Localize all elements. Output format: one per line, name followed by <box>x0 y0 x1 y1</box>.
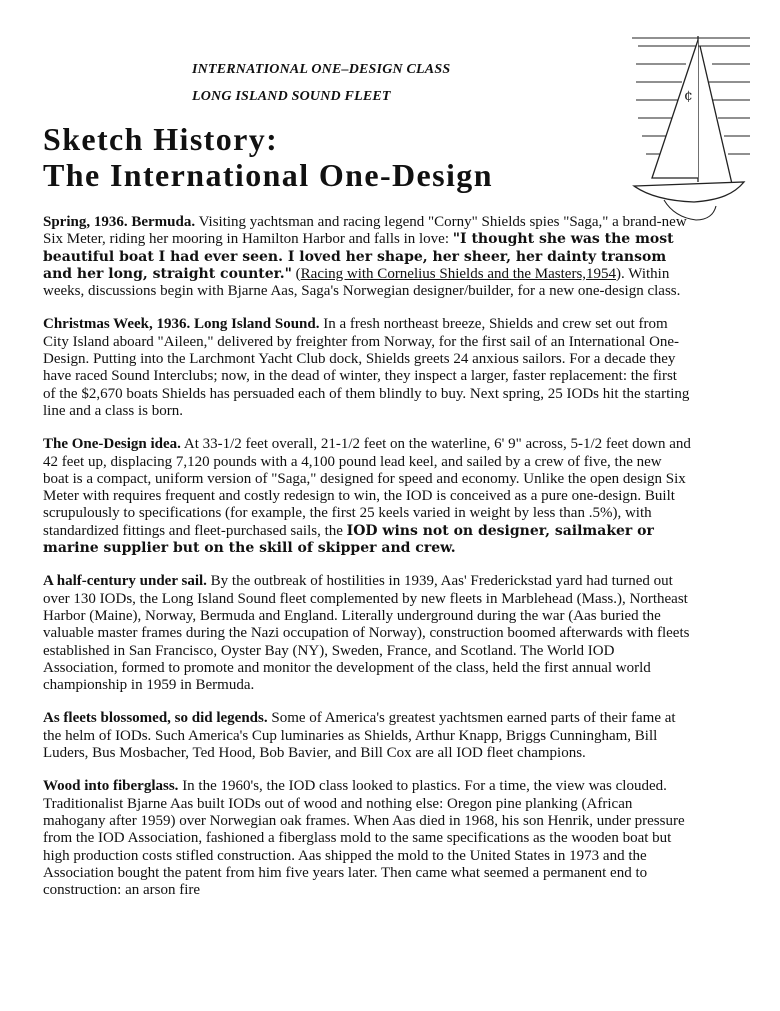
paragraph-lead: Wood into fiberglass. <box>43 778 179 795</box>
paragraph-legends <box>43 710 691 762</box>
fleet-name: LONG ISLAND SOUND FLEET <box>192 89 391 104</box>
paragraph-spring-1936 <box>43 214 691 300</box>
book-reference: Racing with Cornelius Shields and the Masters,1954 <box>300 265 617 282</box>
paragraph-wood-into-fiberglass <box>43 778 691 899</box>
sailboat-logo-icon <box>628 34 750 230</box>
paragraph-half-century <box>43 573 691 694</box>
sail-mark: ¢ <box>684 88 693 104</box>
title-line-1: Sketch History: <box>43 121 279 157</box>
paragraph-text: At 33-1/2 feet overall, 21-1/2 feet on the waterline, 6' 9" across, 5-1/2 feet down and 42 feet up, displacing 7,120 pounds with a 4,100 pound lead keel, and sailed by a crew of five, the new boat is a compact, uniform version of "Saga," designed for speed and economy. Unlike the open design Six Meter with requires frequent and costly redesign to win, the IOD is conceived as a pure one-design. Built scrupulously to specifications (for example, the first 25 keels varied in weight by less than .5%), with standardized fittings and fleet-purchased sails, the <box>43 436 691 539</box>
paragraph-lead: Spring, 1936. Bermuda. <box>43 214 196 230</box>
class-name: INTERNATIONAL ONE–DESIGN CLASS <box>192 62 451 77</box>
iod-wins-statement: IOD wins not on designer, sailmaker or marine supplier but on the skill of skipper and crew. <box>43 522 654 557</box>
paragraph-text: By the outbreak of hostilities in 1939, Aas' Frederickstad yard had turned out over 130 IODs, the Long Island Sound fleet complemented by new fleets in Marblehead (Mass.), Northeast Harbor (Maine), Norway, Bermuda and England. Literally underground during the war (Aas buried the valuable master frames during the Nazi occupation of Norway), construction boomed afterwards with fleets established in San Francisco, Oyster Bay (NY), Sweden, France, and Scotland. The World IOD Association, formed to promote and monitor the development of the class, held the first annual world championship in 1959 in Bermuda. <box>43 573 690 694</box>
paragraph-text: Some of America's greatest yachtsmen earned parts of their fame at the helm of IODs. Such America's Cup luminaries as Shields, Arthur Knapp, Briggs Cunningham, Bill Luders, Bus Mosbacher, Ted Hood, Bob Bavier, and Bill Cox are all IOD fleet champions. <box>43 710 676 762</box>
paragraph-lead: As fleets blossomed, so did legends. <box>43 710 268 727</box>
page-title <box>43 121 603 193</box>
document-header <box>192 56 572 110</box>
paragraph-christmas-1936 <box>43 316 691 420</box>
paragraph-text: ( <box>291 265 301 282</box>
paragraph-text: In a fresh northeast breeze, Shields and crew set out from City Island aboard "Aileen," delivered by freighter from Norway, for the first sail of an International One-Design. Putting into the Larchmont Yacht Club dock, Shields greets 24 anxious sailors. For a decade they have raced Sound Interclubs; now, in the dead of winter, they inspect a larger, faster replacement: the first of the $2,670 boats Shields has persuaded each of them blindly to buy. Next spring, 25 IODs hit the starting line and a class is born. <box>43 316 690 419</box>
paragraph-text: In the 1960's, the IOD class looked to plastics. For a time, the view was clouded. Traditionalist Bjarne Aas built IODs out of wood and nothing else: Oregon pine planking (African mahogany after 1959) over Norwegian oak frames. When Aas died in 1968, his son Henrik, under pressure from the IOD Association, fashioned a fiberglass mold to the same specifications as the wooden boat but high production costs stifled construction. Aas shipped the mold to the United States in 1973 and the Association bought the patent from him five years later. Then came what seemed a permanent end to construction: an arson fire <box>43 778 685 899</box>
paragraph-lead: Christmas Week, 1936. Long Island Sound. <box>43 316 320 333</box>
paragraph-lead: A half-century under sail. <box>43 573 207 590</box>
title-line-2: The International One-Design <box>43 157 493 193</box>
paragraph-one-design-idea <box>43 436 691 557</box>
shields-quote: "I thought she was the most beautiful boat I had ever seen. I loved her shape, her sheer, her dainty transom and her long, straight counter." <box>43 231 674 282</box>
paragraph-text: ). Within weeks, discussions begin with Bjarne Aas, Saga's Norwegian designer/builder, for a new one-design class. <box>43 265 681 300</box>
paragraph-lead: The One-Design idea. <box>43 436 181 453</box>
paragraph-text: Visiting yachtsman and racing legend "Corny" Shields spies "Saga," a brand-new Six Meter, riding her mooring in Hamilton Harbor and falls in love: <box>43 214 687 248</box>
article-body <box>43 214 691 915</box>
